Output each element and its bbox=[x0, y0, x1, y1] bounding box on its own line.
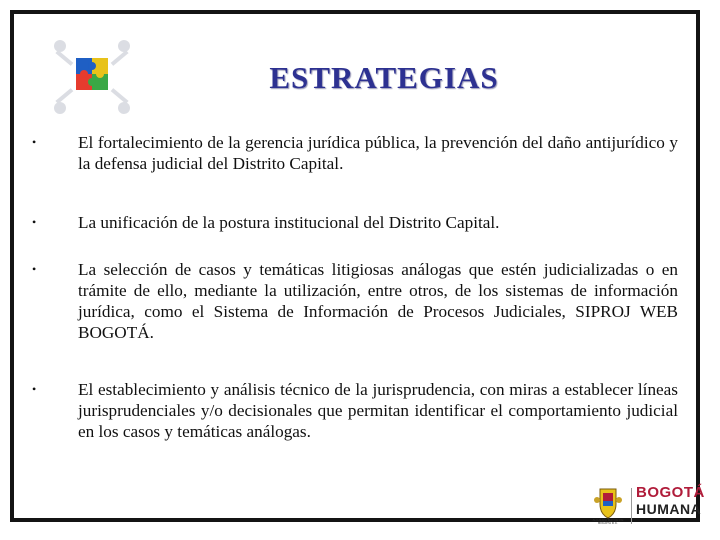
escudo-caption: ALCALDÍA MAYOR DE BOGOTÁ D.C. bbox=[592, 518, 624, 525]
strategy-list bbox=[28, 132, 678, 442]
list-item-text: La unificación de la postura institucional del Distrito Capital. bbox=[78, 213, 500, 232]
page-title: ESTRATEGIAS bbox=[269, 60, 499, 95]
divider bbox=[631, 488, 632, 524]
bogota-logo-text: BOGOTÁ bbox=[636, 484, 705, 501]
bullet: • bbox=[32, 135, 37, 149]
list-item-text: El establecimiento y análisis técnico de la jurisprudencia, con miras a establecer líneas jurisprudenciales y/o decisionales que permitan identificar el comportamiento judicial en los casos y temáticas análogas. bbox=[78, 380, 678, 441]
humana-logo-text: HUMANA bbox=[636, 501, 702, 517]
bullet: • bbox=[32, 262, 37, 276]
puzzle-logo-icon bbox=[48, 36, 136, 118]
bullet: • bbox=[32, 382, 37, 396]
list-item bbox=[28, 212, 678, 259]
footer-logos bbox=[591, 486, 703, 526]
list-item-text: La selección de casos y temáticas litigiosas análogas que estén judicializadas o en trámite de ello, mediante la utilización, entre otros, de los sistemas de información jurídica, como el Sistema de Información de Procesos Judiciales, SIPROJ WEB BOGOTÁ. bbox=[78, 260, 678, 342]
list-item bbox=[28, 132, 678, 212]
bullet: • bbox=[32, 215, 37, 229]
list-item bbox=[28, 379, 678, 442]
slide-frame bbox=[10, 10, 705, 525]
list-item-text: El fortalecimiento de la gerencia jurídica pública, la prevención del daño antijurídico y la defensa judicial del Distrito Capital. bbox=[78, 133, 678, 173]
list-item bbox=[28, 259, 678, 379]
